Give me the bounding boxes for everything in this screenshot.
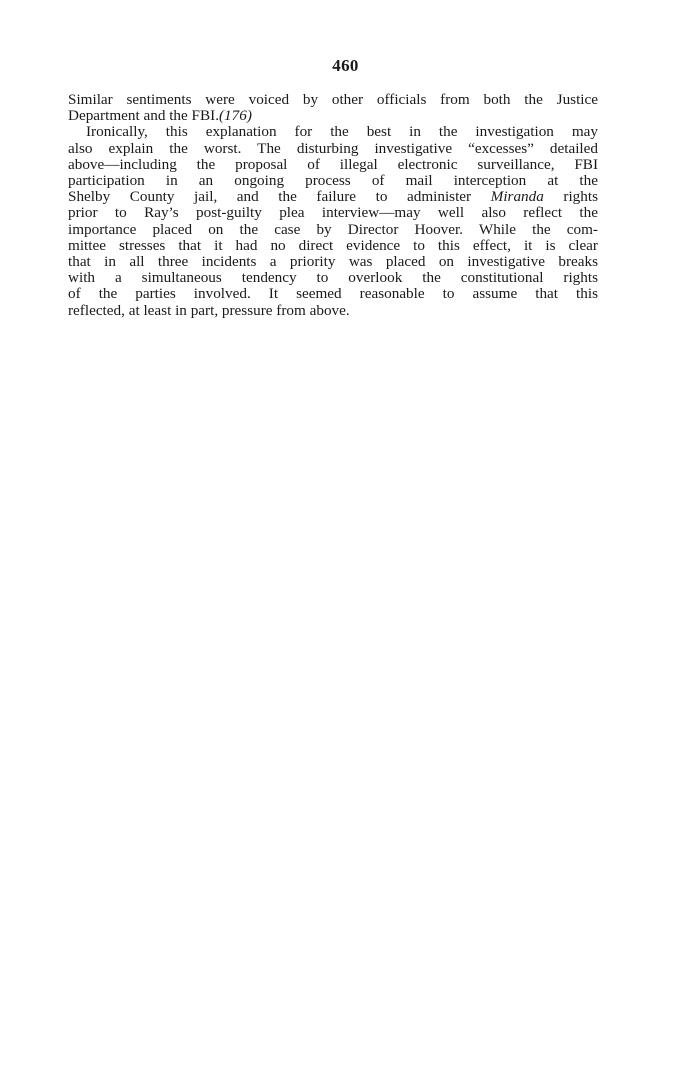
paragraph-2-line-11: of the parties involved. It seemed reasonable to assume that this <box>68 286 598 303</box>
paragraph-2-line-5 <box>68 189 598 205</box>
paragraph-2-line-8: mittee stresses that it had no direct evidence to this effect, it is clear <box>68 237 598 254</box>
body-text <box>68 92 598 319</box>
paragraph-2-line-2: also explain the worst. The disturbing investigative “excesses” detailed <box>68 140 598 157</box>
paragraph-1-line-1: Similar sentiments were voiced by other officials from both the Justice <box>68 92 598 108</box>
paragraph-2-line-12: reflected, at least in part, pressure from above. <box>68 302 350 319</box>
paragraph-2-line-9: that in all three incidents a priority was placed on investigative breaks <box>68 254 598 271</box>
footnote-reference: (176) <box>219 108 252 125</box>
paragraph-1-line-2 <box>68 108 598 124</box>
paragraph-2-line-3: above—including the proposal of illegal electronic surveillance, FBI <box>68 156 598 173</box>
paragraph-2-line-1: Ironically, this explanation for the best in the investigation may <box>86 124 598 141</box>
paragraph-1-line-2-text: Department and the FBI. <box>68 108 219 125</box>
line-5-text-after: rights <box>543 189 598 206</box>
line-5-text-before: Shelby County jail, and the failure to administer <box>68 189 491 206</box>
paragraph-2-line-7: importance placed on the case by Director Hoover. While the com- <box>68 221 598 238</box>
paragraph-2-line-4: participation in an ongoing process of mail interception at the <box>68 173 598 190</box>
paragraph-2-line-10: with a simultaneous tendency to overlook the constitutional rights <box>68 270 598 287</box>
page-number: 460 <box>332 56 359 75</box>
miranda-italic: Miranda <box>490 189 544 206</box>
paragraph-2-line-6: prior to Ray’s post-guilty plea interview—may well also reflect the <box>68 205 598 222</box>
